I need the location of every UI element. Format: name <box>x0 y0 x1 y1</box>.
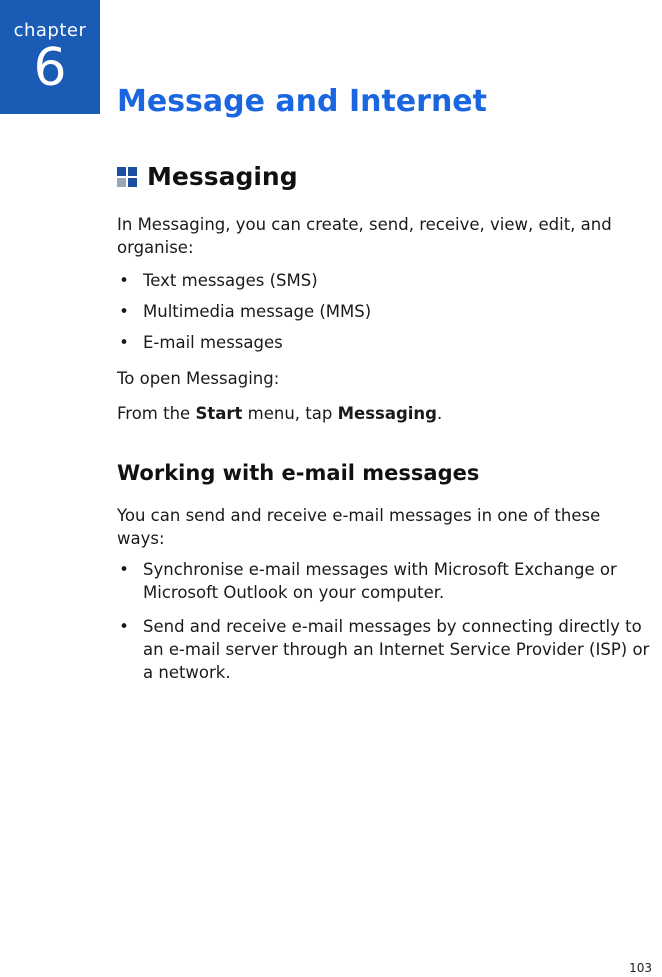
list-item: • Synchronise e-mail messages with Microsoft Exchange or Microsoft Outlook on your computer. <box>117 558 652 604</box>
list-item: • Text messages (SMS) <box>117 269 652 292</box>
list-item: • Send and receive e-mail messages by connecting directly to an e-mail server through an Internet Service Provider (ISP) or a network. <box>117 615 652 684</box>
open-messaging-label: To open Messaging: <box>117 369 280 388</box>
email-methods-list <box>117 558 652 695</box>
messaging-term: Messaging <box>337 404 437 423</box>
open-instruction: From the Start menu, tap Messaging. <box>117 404 443 423</box>
section-heading <box>117 162 298 192</box>
section-intro: In Messaging, you can create, send, receive, view, edit, and organise: <box>117 215 612 257</box>
list-item: • E-mail messages <box>117 331 652 354</box>
section-heading-text: Messaging <box>147 162 298 191</box>
subsection-heading: Working with e-mail messages <box>117 461 480 485</box>
chapter-label: chapter <box>13 20 87 41</box>
chapter-title: Message and Internet <box>117 84 487 119</box>
chapter-tab <box>0 0 100 114</box>
chapter-number: 6 <box>33 38 67 98</box>
section-squares-icon <box>117 167 137 187</box>
message-type-list <box>117 269 652 362</box>
page-number: 103 <box>629 961 652 975</box>
list-item: • Multimedia message (MMS) <box>117 300 652 323</box>
start-menu-term: Start <box>195 404 243 423</box>
subsection-intro: You can send and receive e-mail messages in one of these ways: <box>117 506 601 548</box>
